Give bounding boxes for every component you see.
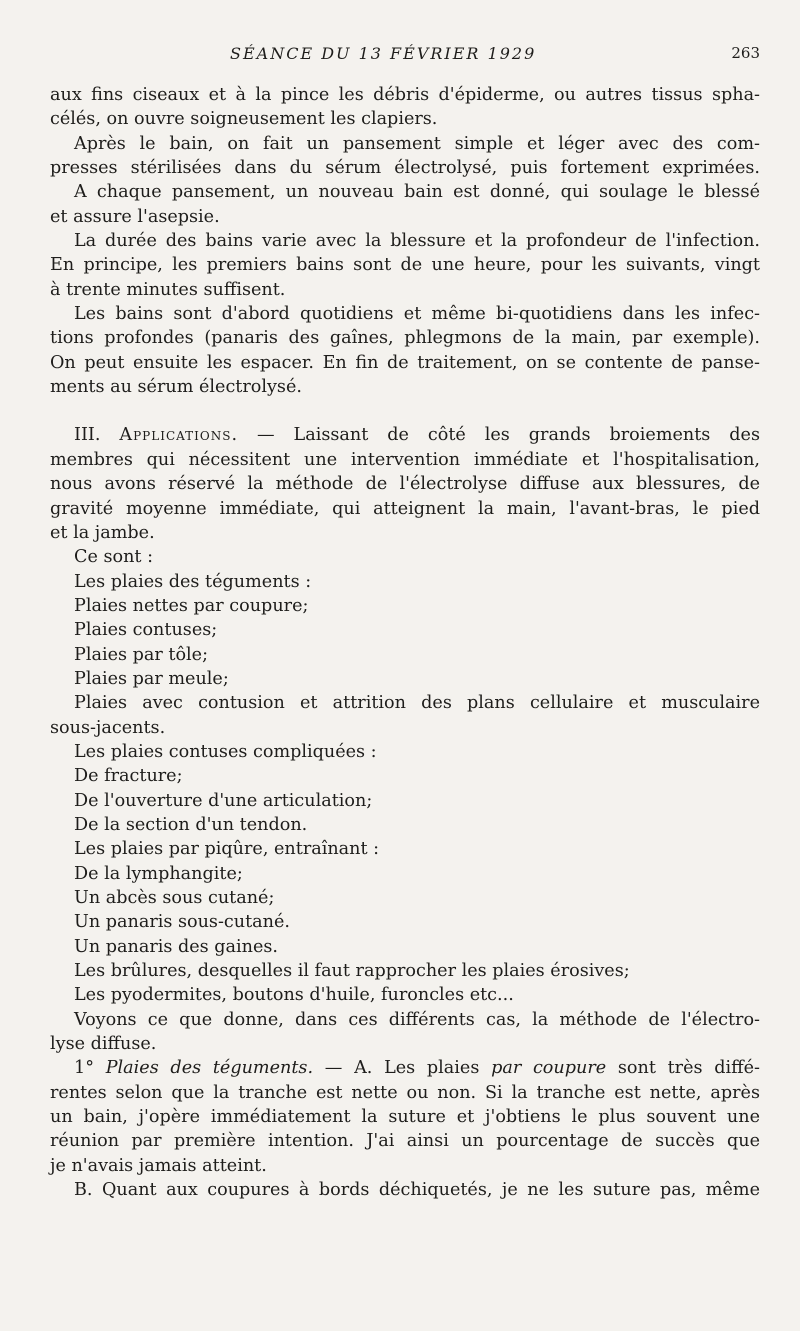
text-line: A chaque pansement, un nouveau bain est donné, qui soulage le blessé (74, 182, 760, 203)
list-item: Plaies contuses; (74, 620, 218, 641)
text-line: On peut ensuite les espacer. En fin de traitement, on se contente de panse- (50, 352, 760, 373)
list-heading: Les plaies des téguments : (74, 571, 312, 592)
subsection-text-end: sont très diffé- (606, 1058, 760, 1079)
text-line: tions profondes (panaris des gaînes, phlegmons de la main, par exemple). (50, 328, 760, 349)
list-item: Les pyodermites, boutons d'huile, furoncles etc... (74, 985, 514, 1006)
section-text: — Laissant de côté les grands broiements des (238, 425, 760, 446)
text-line: réunion par première intention. J'ai ainsi un pourcentage de succès que (50, 1131, 760, 1152)
list-item: De fracture; (74, 766, 183, 787)
text-line: aux fins ciseaux et à la pince les débris d'épiderme, ou autres tissus spha- (50, 85, 760, 105)
text-line: lyse diffuse. (50, 1034, 157, 1055)
text-line: célés, on ouvre soigneusement les clapiers. (50, 109, 438, 130)
list-item: Un abcès sous cutané; (74, 888, 275, 908)
page-number: 263 (731, 44, 760, 62)
text-line: La durée des bains varie avec la blessure et la profondeur de l'infection. (74, 231, 760, 252)
list-heading: Les plaies par piqûre, entraînant : (74, 839, 380, 860)
text-line: et la jambe. (50, 522, 155, 543)
text-line: à trente minutes suffisent. (50, 279, 286, 300)
subsection-heading-line (50, 1056, 760, 1080)
text-line: ments au sérum électrolysé. (50, 377, 302, 398)
section-number: III. (74, 425, 120, 446)
text-line: membres qui nécessitent une intervention immédiate et l'hospitalisation, (50, 449, 760, 470)
page-header (50, 44, 760, 70)
list-item: De l'ouverture d'une articulation; (74, 790, 373, 811)
text-line: Après le bain, on fait un pansement simple et léger avec des com- (74, 133, 760, 154)
text-line: gravité moyenne immédiate, qui atteignent la main, l'avant-bras, le pied (50, 498, 760, 519)
list-heading: Les plaies contuses compliquées : (74, 741, 377, 762)
subsection-emphasis: par coupure (491, 1058, 607, 1079)
list-item: De la section d'un tendon. (74, 814, 308, 835)
subsection-number: 1° (74, 1058, 106, 1079)
text-line: rentes selon que la tranche est nette ou non. Si la tranche est nette, après (50, 1082, 760, 1103)
list-item: sous-jacents. (50, 717, 166, 738)
list-item: Les brûlures, desquelles il faut rapprocher les plaies érosives; (74, 961, 630, 982)
text-line: nous avons réservé la méthode de l'électrolyse diffuse aux blessures, de (50, 474, 760, 495)
list-item: Un panaris des gaines. (74, 936, 279, 957)
text-line: En principe, les premiers bains sont de une heure, pour les suivants, vingt (50, 255, 760, 276)
text-line: et assure l'asepsie. (50, 206, 220, 227)
text-line: Les bains sont d'abord quotidiens et même bi-quotidiens dans les infec- (74, 304, 760, 325)
text-line: un bain, j'opère immédiatement la suture et j'obtiens le plus souvent une (50, 1107, 760, 1128)
list-item: Plaies par tôle; (74, 644, 208, 665)
text-line: je n'avais jamais atteint. (50, 1155, 267, 1176)
list-item: Plaies avec contusion et attrition des plans cellulaire et musculaire (74, 693, 760, 714)
running-title: SÉANCE DU 13 FÉVRIER 1929 (230, 44, 537, 63)
text-line: B. Quant aux coupures à bords déchiquetés, je ne les suture pas, même (74, 1180, 760, 1201)
list-item: Plaies nettes par coupure; (74, 595, 309, 616)
text-line: Ce sont : (74, 547, 154, 568)
text-line: presses stérilisées dans du sérum électrolysé, puis fortement exprimées. (50, 158, 760, 179)
subsection-text: — A. Les plaies (313, 1058, 492, 1079)
text-line: Voyons ce que donne, dans ces différents cas, la méthode de l'électro- (74, 1009, 760, 1030)
list-item: De la lymphangite; (74, 863, 243, 884)
section-heading-line (50, 423, 760, 447)
list-item: Plaies par meule; (74, 668, 229, 689)
body-text (50, 83, 760, 1202)
list-item: Un panaris sous-cutané. (74, 912, 290, 933)
subsection-title: Plaies des téguments. (105, 1058, 314, 1079)
paragraph-gap (50, 399, 760, 423)
section-title: Applications. (119, 425, 239, 446)
